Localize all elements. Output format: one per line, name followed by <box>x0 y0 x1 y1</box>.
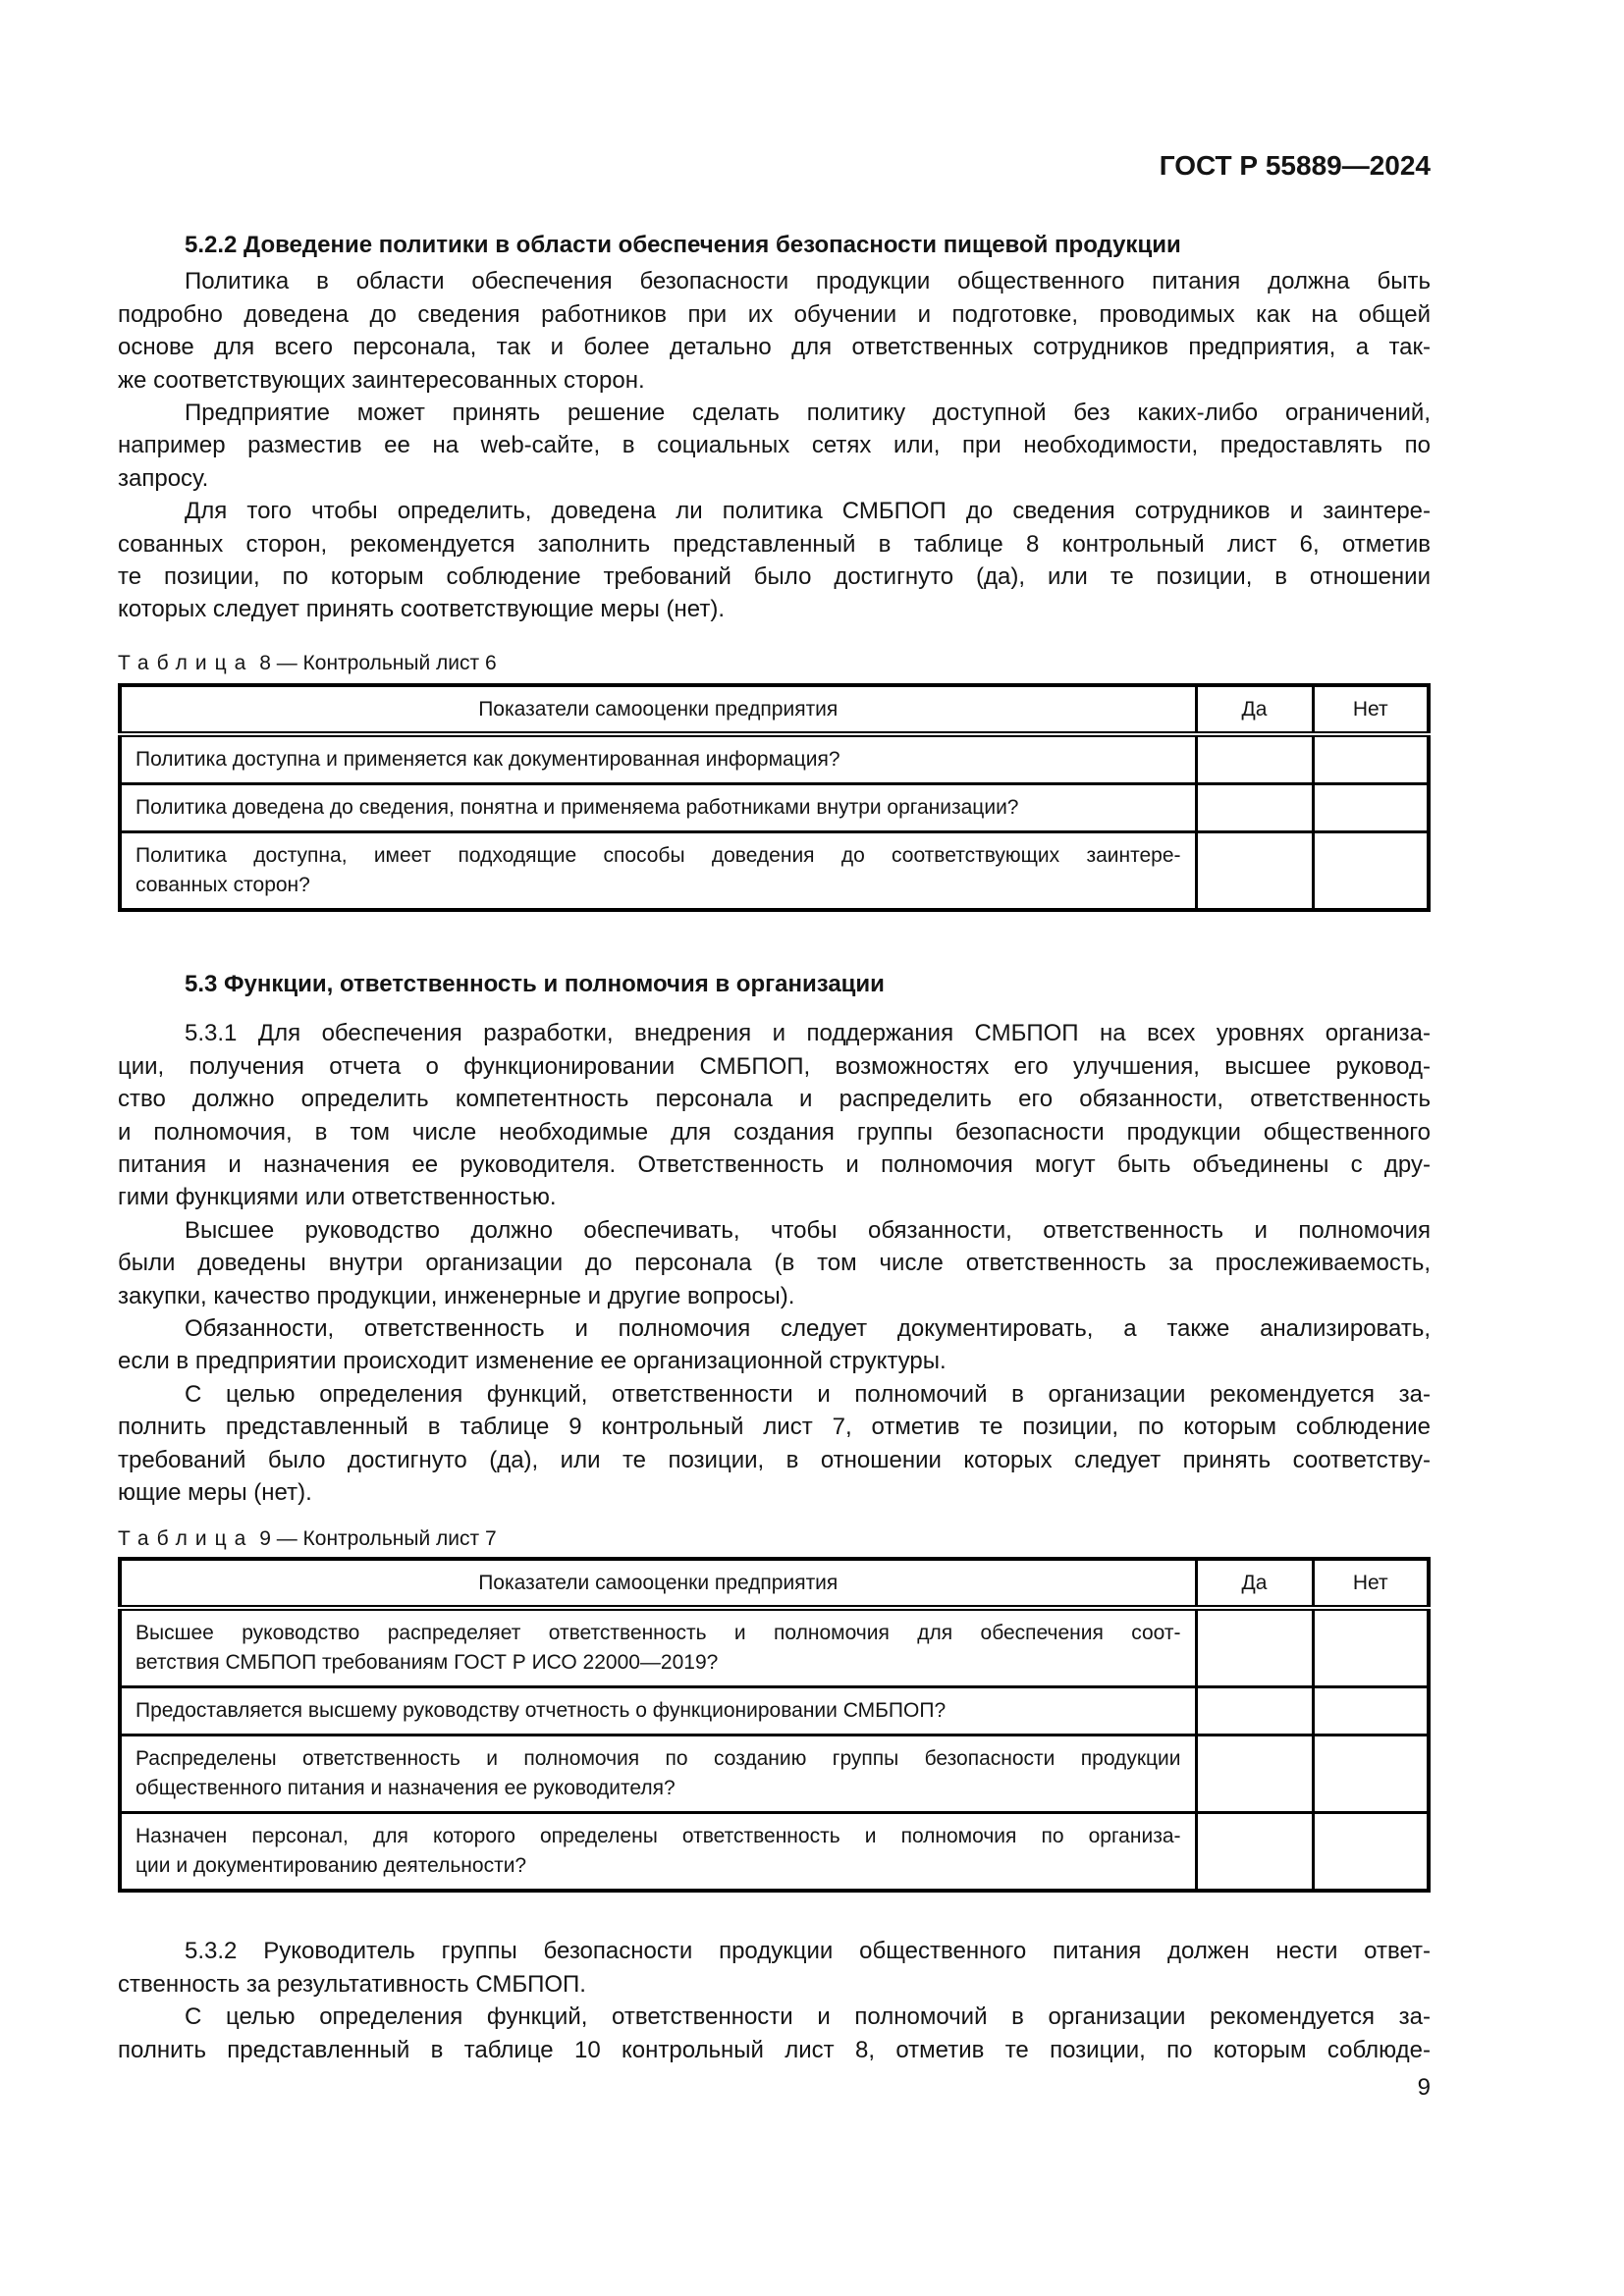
table-row <box>120 1813 1429 1892</box>
table-row <box>120 1687 1429 1735</box>
table-9-caption <box>118 1524 1431 1554</box>
paragraph <box>118 1378 1431 1510</box>
text-line: гими функциями или ответственностью. <box>118 1184 557 1211</box>
text-line: Предоставляется высшему руководству отчетность о функционировании СМБПОП? <box>135 1699 947 1723</box>
text-line: полнить представленный в таблице 10 контрольный лист 8, отметив те позиции, по которым соблюде- <box>118 2036 1431 2063</box>
indicator-cell <box>120 783 1196 831</box>
page-content <box>118 0 1431 2104</box>
text-line: ции, получения отчета о функционировании СМБПОП, возможностях его улучшения, высшее руковод- <box>118 1052 1431 1080</box>
text-line: закупки, качество продукции, инженерные и другие вопросы). <box>118 1282 795 1309</box>
paragraph <box>118 495 1431 626</box>
text-line: Политика в области обеспечения безопасности продукции общественного питания должна быть <box>185 268 1431 295</box>
text-line: Высшее руководство должно обеспечивать, чтобы обязанности, ответственность и полномочия <box>185 1216 1431 1244</box>
text-line: ство должно определить компетентность персонала и распределить его обязанности, ответственность <box>118 1086 1431 1113</box>
no-cell <box>1313 1813 1429 1892</box>
text-line: основе для всего персонала, так и более детально для ответственных сотрудников предприятия, а так- <box>118 334 1431 361</box>
text-line: сованных сторон, рекомендуется заполнить представленный в таблице 8 контрольный лист 6, отметив <box>118 530 1431 558</box>
col-header-indicators: Показатели самооценки предприятия <box>120 1559 1196 1608</box>
text-line: С целью определения функций, ответственности и полномочий в организации рекомендуется за- <box>185 1380 1431 1408</box>
no-cell <box>1313 783 1429 831</box>
no-cell <box>1313 1735 1429 1813</box>
table-9-checklist-7 <box>118 1557 1431 1893</box>
text-line: питания и назначения ее руководителя. Ответственность и полномочия могут быть объединены с дру- <box>118 1150 1431 1178</box>
indicator-cell <box>120 1735 1196 1813</box>
text-line: Распределены ответственность и полномочия по созданию группы безопасности продукции <box>135 1747 1181 1771</box>
yes-cell <box>1196 831 1313 910</box>
table-row <box>120 1735 1429 1813</box>
col-header-no: Нет <box>1313 685 1429 734</box>
text-line: те позиции, по которым соблюдение требований было достигнуто (да), или те позиции, в отношении <box>118 563 1431 591</box>
text-line: полнить представленный в таблице 9 контрольный лист 7, отметив те позиции, по которым соблюдение <box>118 1414 1431 1441</box>
text-line: общественного питания и назначения ее руководителя? <box>135 1777 676 1800</box>
paragraph <box>118 2001 1431 2066</box>
indicator-cell <box>120 1608 1196 1687</box>
caption-word: Таблица <box>118 1527 254 1551</box>
no-cell <box>1313 831 1429 910</box>
table-header-row <box>120 1559 1429 1608</box>
text-line: например разместив ее на web-сайте, в социальных сетях или, при необходимости, предоставлять по <box>118 432 1431 459</box>
text-line: которых следует принять соответствующие меры (нет). <box>118 596 725 623</box>
yes-cell <box>1196 1735 1313 1813</box>
paragraph <box>118 1017 1431 1213</box>
text-line: были доведены внутри организации до персонала (в том числе ответственность за прослеживаемость, <box>118 1250 1431 1277</box>
text-line: Высшее руководство распределяет ответственность и полномочия для обеспечения соот- <box>135 1622 1181 1645</box>
table-8-checklist-6 <box>118 683 1431 912</box>
table-8-caption <box>118 649 1431 678</box>
yes-cell <box>1196 1687 1313 1735</box>
indicator-cell <box>120 831 1196 910</box>
text-line: ции и документированию деятельности? <box>135 1854 527 1878</box>
paragraph <box>118 265 1431 397</box>
caption-text: 9 — Контрольный лист 7 <box>259 1527 497 1551</box>
section-5-3-2-text <box>118 1935 1431 2066</box>
table-header-row <box>120 685 1429 734</box>
table-row <box>120 783 1429 831</box>
no-cell <box>1313 1608 1429 1687</box>
text-line: Обязанности, ответственность и полномочия следует документировать, а также анализировать, <box>185 1314 1431 1342</box>
text-line: требований было достигнуто (да), или те позиции, в отношении которых следует принять соответству- <box>118 1446 1431 1473</box>
page-number: 9 <box>1417 2074 1431 2101</box>
yes-cell <box>1196 1813 1313 1892</box>
yes-cell <box>1196 734 1313 784</box>
text-line: и полномочия, в том числе необходимые для создания группы безопасности продукции общественного <box>118 1118 1431 1146</box>
text-line: сованных сторон? <box>135 873 310 896</box>
table-row <box>120 734 1429 784</box>
text-line: Для того чтобы определить, доведена ли политика СМБПОП до сведения сотрудников и заинтере- <box>185 498 1431 525</box>
text-line: же соответствующих заинтересованных сторон. <box>118 366 645 394</box>
indicator-cell <box>120 1813 1196 1892</box>
col-header-yes: Да <box>1196 685 1313 734</box>
text-line: ветствия СМБПОП требованиям ГОСТ Р ИСО 22000—2019? <box>135 1651 719 1675</box>
section-5-3-text <box>118 1017 1431 1509</box>
yes-cell <box>1196 1608 1313 1687</box>
col-header-indicators: Показатели самооценки предприятия <box>120 685 1196 734</box>
section-heading-5-3: 5.3 Функции, ответственность и полномочия в организации <box>185 970 885 997</box>
text-line: С целью определения функций, ответственности и полномочий в организации рекомендуется за- <box>185 2003 1431 2031</box>
table-row <box>120 831 1429 910</box>
text-line: Политика доступна, имеет подходящие способы доведения до соответствующих заинтере- <box>135 843 1181 867</box>
doc-number: ГОСТ Р 55889—2024 <box>1159 150 1431 181</box>
no-cell <box>1313 1687 1429 1735</box>
text-line: запросу. <box>118 464 209 492</box>
col-header-no: Нет <box>1313 1559 1429 1608</box>
table-row <box>120 1608 1429 1687</box>
section-heading-5-2-2: 5.2.2 Доведение политики в области обеспечения безопасности пищевой продукции <box>185 232 1181 258</box>
text-line: если в предприятии происходит изменение ее организационной структуры. <box>118 1348 947 1375</box>
text-line: Назначен персонал, для которого определены ответственность и полномочия по организа- <box>135 1825 1181 1848</box>
text-line: Предприятие может принять решение сделать политику доступной без каких-либо ограничений, <box>185 400 1431 427</box>
text-line: 5.3.2 Руководитель группы безопасности продукции общественного питания должен нести ответ- <box>185 1938 1431 1965</box>
col-header-yes: Да <box>1196 1559 1313 1608</box>
text-line: ющие меры (нет). <box>118 1478 312 1506</box>
text-line: 5.3.1 Для обеспечения разработки, внедрения и поддержания СМБПОП на всех уровнях организа- <box>185 1020 1431 1047</box>
paragraph <box>118 1214 1431 1312</box>
yes-cell <box>1196 783 1313 831</box>
caption-word: Таблица <box>118 651 254 674</box>
paragraph <box>118 1935 1431 2001</box>
paragraph <box>118 397 1431 495</box>
text-line: Политика доведена до сведения, понятна и применяема работниками внутри организации? <box>135 795 1019 819</box>
text-line: подробно доведена до сведения работников при их обучении и подготовке, проводимых как на общей <box>118 300 1431 328</box>
text-line: Политика доступна и применяется как документированная информация? <box>135 747 840 771</box>
caption-text: 8 — Контрольный лист 6 <box>259 651 497 674</box>
paragraph <box>118 1312 1431 1378</box>
no-cell <box>1313 734 1429 784</box>
text-line: ственность за результативность СМБПОП. <box>118 1970 586 1998</box>
section-5-2-2-text <box>118 265 1431 625</box>
indicator-cell <box>120 734 1196 784</box>
indicator-cell <box>120 1687 1196 1735</box>
